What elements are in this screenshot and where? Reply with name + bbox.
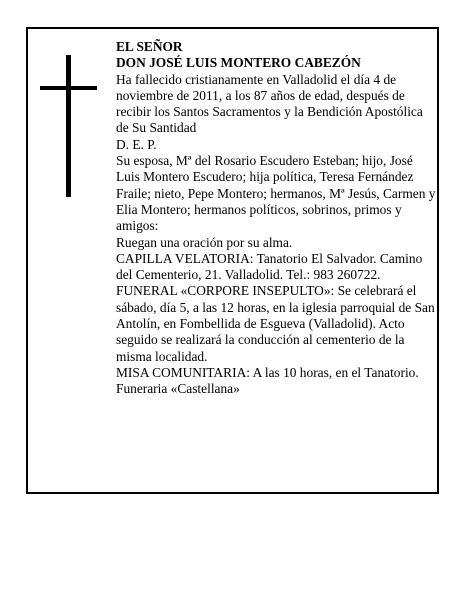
funeral-service-info: FUNERAL «CORPORE INSEPULTO»: Se celebrará el sábado, día 5, a las 12 horas, en la iglesia parroquial de San Antolín, en Fombellida de Esgueva (Valladolid). Acto seguido se realizará la conducción al cementerio de la misma localidad.	[116, 283, 435, 364]
cross-vertical-bar	[66, 55, 71, 197]
funeral-chapel-info: CAPILLA VELATORIA: Tanatorio El Salvador. Camino del Cementerio, 21. Valladolid. Tel.: 983 260722.	[116, 250, 423, 283]
rip-line: D. E. P.	[116, 136, 157, 152]
family-list: Su esposa, Mª del Rosario Escudero Esteban; hijo, José Luis Montero Escudero; hija política, Teresa Fernández Fraile; nieto, Pepe Montero; hermanos, Mª Jesús, Carmen y Elia Montero; hermanos políticos, sobrinos, primos y amigos:	[116, 153, 436, 234]
community-mass-info: MISA COMUNITARIA: A las 10 horas, en el Tanatorio.	[116, 364, 419, 380]
notice-title: EL SEÑOR	[116, 39, 183, 54]
notice-body	[116, 39, 438, 398]
cross-horizontal-bar	[40, 86, 97, 90]
latin-cross-icon	[40, 55, 97, 197]
obituary-notice	[26, 27, 439, 494]
prayer-request: Ruegan una oración por su alma.	[116, 234, 293, 250]
deceased-name: DON JOSÉ LUIS MONTERO CABEZÓN	[116, 55, 361, 71]
funeral-home-name: Funeraria «Castellana»	[116, 381, 240, 397]
death-announcement: Ha fallecido cristianamente en Valladolid el día 4 de noviembre de 2011, a los 87 años de edad, después de recibir los Santos Sacramentos y la Bendición Apostólica de Su Santidad	[116, 71, 423, 136]
